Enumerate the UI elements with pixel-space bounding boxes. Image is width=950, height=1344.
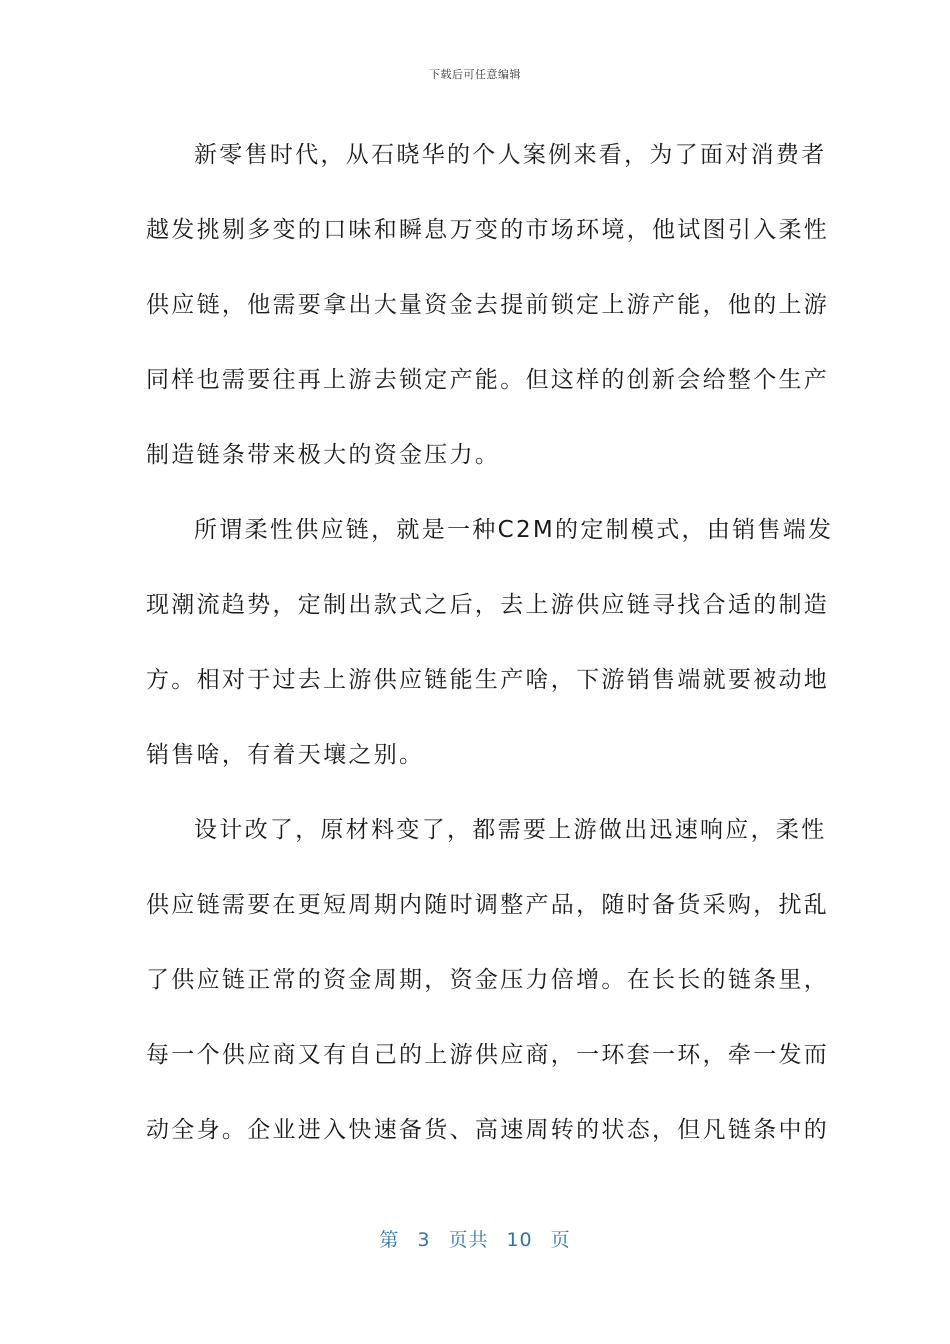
paragraph-line: 每一个供应商又有自己的上游供应商，一环套一环，牵一发而: [146, 1042, 830, 1068]
paragraph-1: [146, 118, 830, 493]
paragraph-line: 现潮流趋势，定制出款式之后，去上游供应链寻找合适的制造: [146, 592, 830, 618]
paragraph-line: 了供应链正常的资金周期，资金压力倍增。在长长的链条里，: [146, 967, 830, 993]
footer-prefix: 第: [379, 1229, 400, 1251]
paragraph-line: 制造链条带来极大的资金压力。: [146, 442, 501, 468]
paragraph-line: 新零售时代，从石晓华的个人案例来看，为了面对消费者: [194, 142, 827, 168]
paragraph-3: [146, 793, 830, 1168]
page-footer: [0, 1225, 950, 1252]
footer-suffix: 页: [550, 1229, 571, 1251]
paragraph-line: 方。相对于过去上游供应链能生产啥，下游销售端就要被动地: [146, 667, 830, 693]
total-pages-number: 10: [506, 1229, 533, 1251]
paragraph-line: 供应链，他需要拿出大量资金去提前锁定上游产能，他的上游: [146, 292, 830, 318]
paragraph-line: 所谓柔性供应链，就是一种C2M的定制模式，由销售端发: [194, 517, 834, 543]
paragraph-line: 动全身。企业进入快速备货、高速周转的状态，但凡链条中的: [146, 1117, 830, 1143]
paragraph-line: 越发挑剔多变的口味和瞬息万变的市场环境，他试图引入柔性: [146, 217, 830, 243]
paragraph-line: 设计改了，原材料变了，都需要上游做出迅速响应，柔性: [194, 817, 827, 843]
paragraph-2: [146, 493, 834, 793]
page-header: 下载后可任意编辑: [429, 68, 521, 81]
current-page-number: 3: [417, 1229, 431, 1251]
footer-middle: 页共: [448, 1229, 489, 1251]
document-body: [146, 118, 834, 1168]
paragraph-line: 供应链需要在更短周期内随时调整产品，随时备货采购，扰乱: [146, 892, 830, 918]
paragraph-line: 同样也需要往再上游去锁定产能。但这样的创新会给整个生产: [146, 367, 830, 393]
paragraph-line: 销售啥，有着天壤之别。: [146, 742, 425, 768]
